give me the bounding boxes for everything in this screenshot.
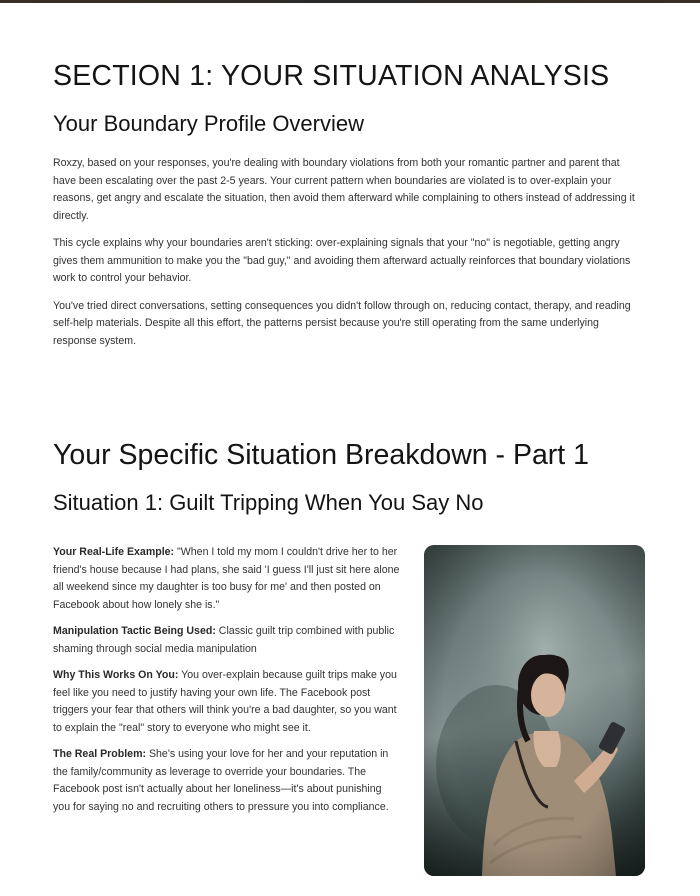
detail-label: The Real Problem:	[53, 748, 147, 760]
overview-paragraph: You've tried direct conversations, setting consequences you didn't follow through on, reducing contact, therapy, and reading self-help materials. Despite all this effort, the patterns persist because you're still operating from the same underlying response system.	[53, 299, 631, 347]
photo-illustration	[424, 545, 645, 876]
detail-text: "When I told my mom I couldn't drive her to her friend's house because I had plans, she said 'I guess I'll just sit here alone all weekend since my daughter is too busy for me' and then posted on Facebook about how lonely she is."	[53, 546, 400, 611]
detail-label: Your Real-Life Example:	[53, 546, 175, 558]
top-border-strip	[0, 0, 700, 3]
detail-paragraph	[53, 746, 401, 816]
detail-label: Why This Works On You:	[53, 669, 179, 681]
section-subtitle: Your Boundary Profile Overview	[53, 111, 365, 136]
detail-paragraph	[53, 623, 401, 658]
detail-text: She's using your love for her and your reputation in the family/community as leverage to override your boundaries. The Facebook post isn't actually about her loneliness—it's about punishing you for saying no and recruiting others to pressure you into compliance.	[53, 748, 389, 813]
overview-paragraph: This cycle explains why your boundaries aren't sticking: over-explaining signals that your "no" is negotiable, getting angry gives them ammunition to make you the "bad guy," and avoiding them afterward actually reinforces that boundary violations work to control your behavior.	[53, 237, 631, 284]
detail-paragraph	[53, 544, 401, 614]
detail-text: Classic guilt trip combined with public shaming through social media manipulation	[53, 625, 395, 655]
detail-label: Manipulation Tactic Being Used:	[53, 625, 216, 637]
profile-overview-text	[53, 155, 643, 360]
overview-paragraph: Roxzy, based on your responses, you're dealing with boundary violations from both your romantic partner and parent that have been escalating over the past 2-5 years. Your current pattern when boundaries are violated is to over-explain your reasons, get angry and escalate the situation, then avoid them afterward while complaining to others instead of addressing it directly.	[53, 157, 635, 222]
breakdown-title: Your Specific Situation Breakdown - Part 1	[53, 439, 589, 471]
detail-text: You over-explain because guilt trips make you feel like you need to justify having your own life. The Facebook post triggers your fear that others will think you're a bad daughter, so you want to explain the "real" story to everyone who might see it.	[53, 669, 397, 734]
situation-title: Situation 1: Guilt Tripping When You Say No	[53, 490, 484, 515]
section-title: SECTION 1: YOUR SITUATION ANALYSIS	[53, 60, 610, 92]
woman-with-phone-photo	[424, 545, 645, 876]
situation-details	[53, 544, 401, 825]
detail-paragraph	[53, 667, 401, 737]
